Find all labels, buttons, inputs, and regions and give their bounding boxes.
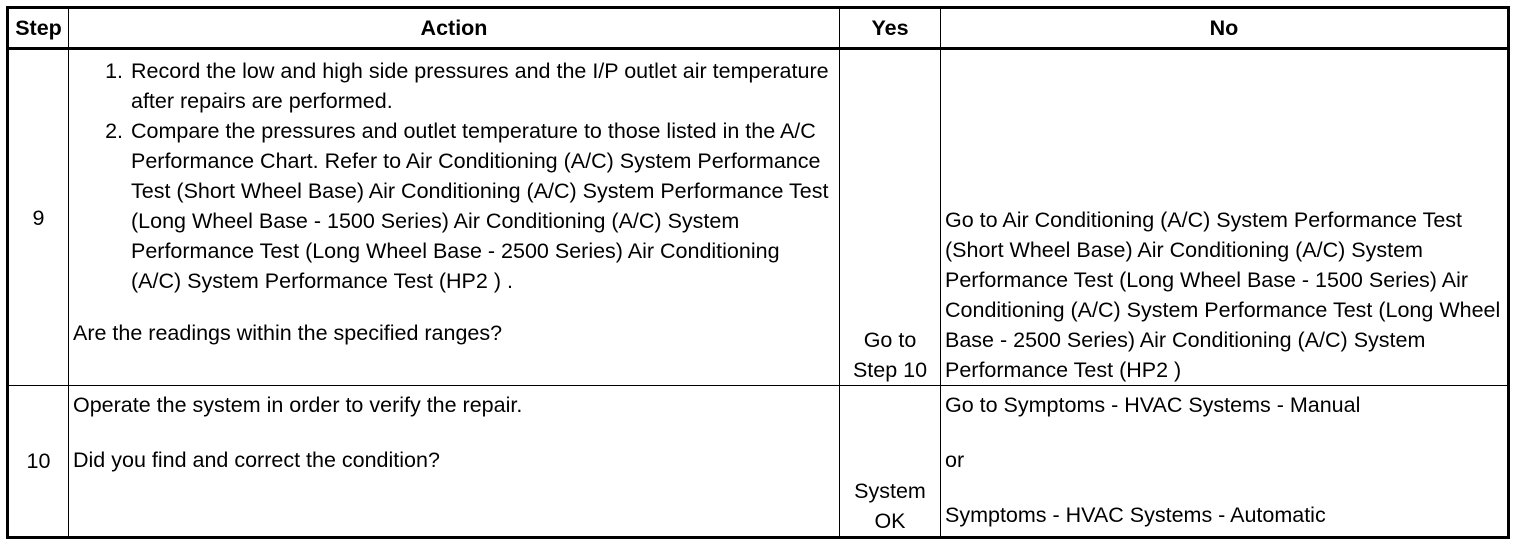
list-item: 2. Compare the pressures and outlet temperature to those listed in the A/C Performance Chart. Refer to Air Conditioning (A/C) System Performance Test (Short Wheel Base) Air Conditioning (A/C) System Performance Test (Long Wheel Base - 1500 Series) Air Conditioning (A/C) System Performance Test (Long Wheel Base - 2500 Series) Air Conditioning (A/C) System Performance Test (HP2 ) . [129,116,835,296]
no-outcome [941,386,1509,538]
step-number: 10 [8,386,69,538]
action-question: Did you find and correct the condition? [73,448,440,472]
list-item: 1. Record the low and high side pressures and the I/P outlet air temperature after repairs are performed. [129,56,835,116]
yes-outcome: Go to Step 10 [840,49,941,386]
action-steps-list [73,56,835,296]
no-outcome-primary: Go to Symptoms - HVAC Systems - Manual [945,393,1361,417]
header-action: Action [69,8,840,49]
no-outcome-alternate: Symptoms - HVAC Systems - Automatic [945,503,1326,527]
action-question: Are the readings within the specified ranges? [73,321,503,345]
action-instruction: Operate the system in order to verify the repair. [73,393,523,417]
step-number: 9 [8,49,69,386]
action-cell [69,49,840,386]
diagnostic-table [6,6,1510,539]
table-row [8,49,1509,386]
yes-outcome: System OK [840,386,941,538]
header-row [8,8,1509,49]
header-no: No [941,8,1509,49]
header-yes: Yes [840,8,941,49]
no-outcome: Go to Air Conditioning (A/C) System Performance Test (Short Wheel Base) Air Conditioning (A/C) System Performance Test (Long Wheel Base - 1500 Series) Air Conditioning (A/C) System Performance Test (Long Wheel Base - 2500 Series) Air Conditioning (A/C) System Performance Test (HP2 ) [941,49,1509,386]
table-row [8,386,1509,538]
action-cell [69,386,840,538]
diagnostic-procedure-document [6,6,1510,539]
header-step: Step [8,8,69,49]
no-outcome-or: or [945,448,965,472]
